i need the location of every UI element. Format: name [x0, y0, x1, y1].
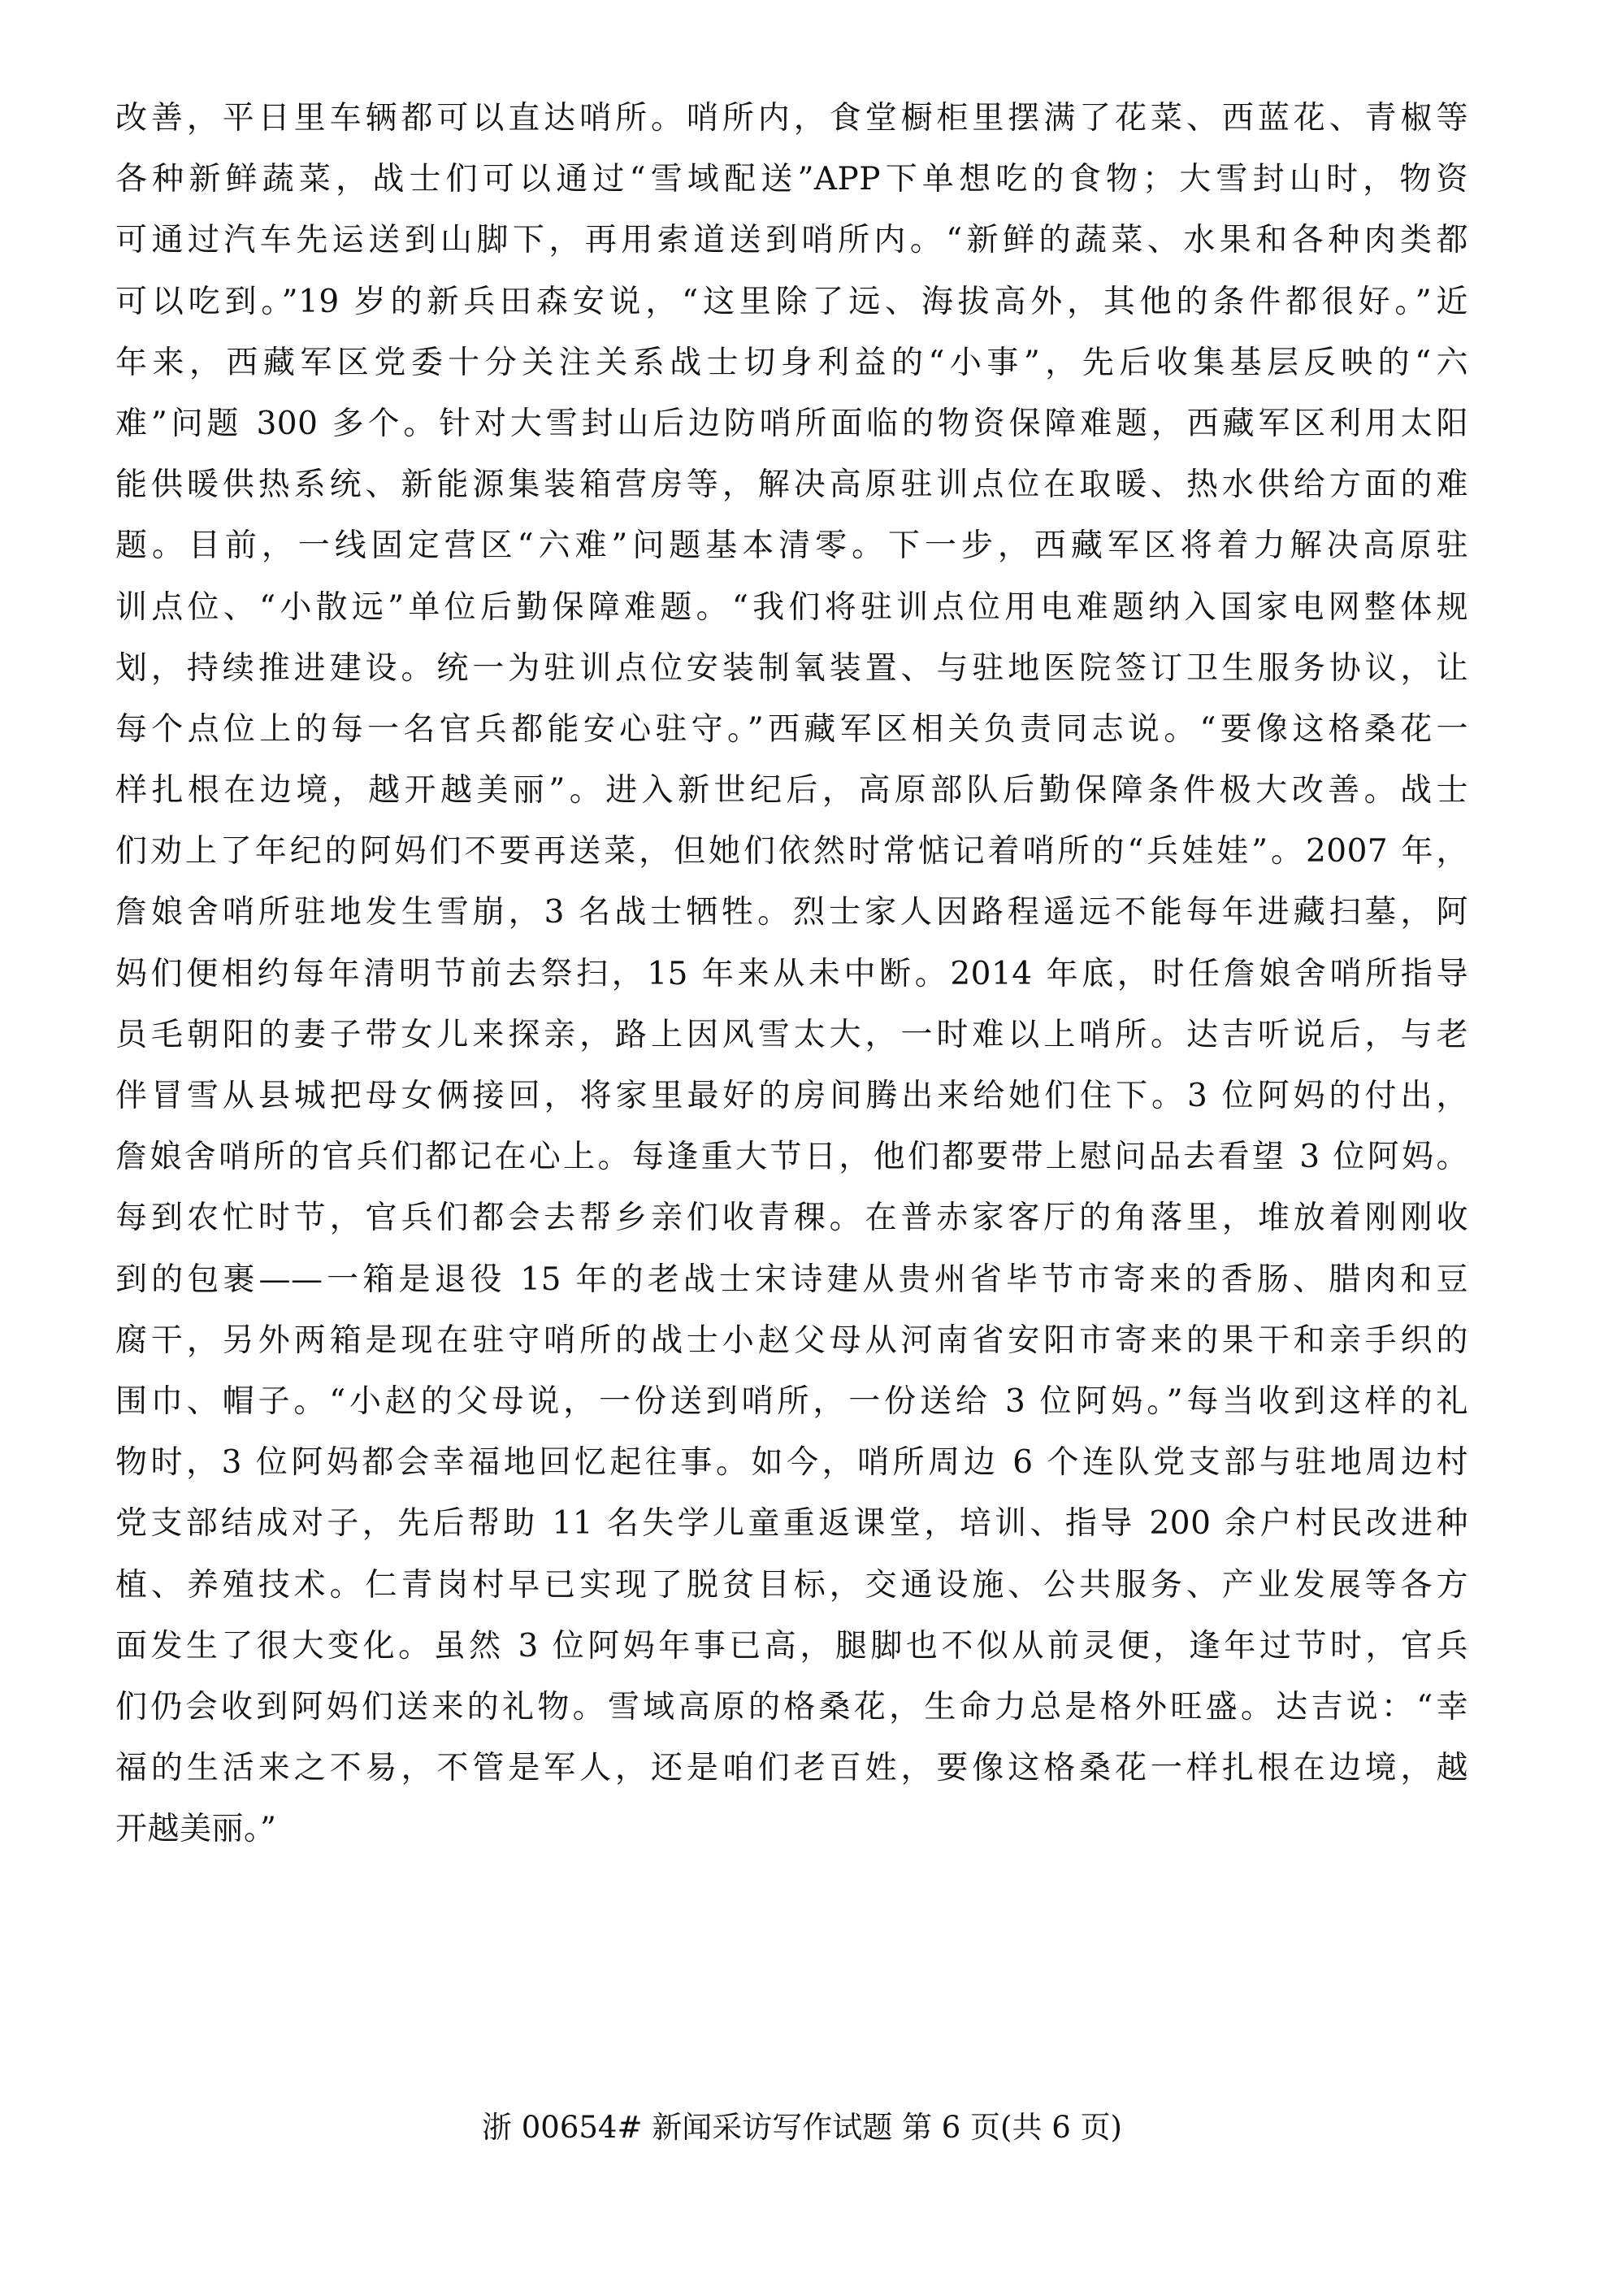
text-line: 腐干，另外两箱是现在驻守哨所的战士小赵父母从河南省安阳市寄来的果干和亲手织的	[115, 1322, 1468, 1359]
text-line: 妈们便相约每年清明节前去祭扫，15 年来从未中断。2014 年底，时任詹娘舍哨所指导	[115, 955, 1468, 992]
text-line: 每个点位上的每一名官兵都能安心驻守。”西藏军区相关负责同志说。“要像这格桑花一	[115, 710, 1468, 748]
text-line: 年来，西藏军区党委十分关注关系战士切身利益的“小事”，先后收集基层反映的“六	[115, 344, 1468, 381]
text-line: 福的生活来之不易，不管是军人，还是咱们老百姓，要像这格桑花一样扎根在边境，越	[115, 1750, 1468, 1787]
text-line: 划，持续推进建设。统一为驻训点位安装制氧装置、与驻地医院签订卫生服务协议，让	[115, 649, 1468, 687]
text-line: 物时，3 位阿妈都会幸福地回忆起往事。如今，哨所周边 6 个连队党支部与驻地周边村	[115, 1444, 1468, 1482]
text-line-last: 开越美丽。”	[115, 1811, 277, 1848]
text-line: 詹娘舍哨所的官兵们都记在心上。每逢重大节日，他们都要带上慰问品去看望 3 位阿妈。	[115, 1139, 1468, 1176]
text-line: 能供暖供热系统、新能源集装箱营房等，解决高原驻训点位在取暖、热水供给方面的难	[115, 467, 1468, 504]
text-line: 们劝上了年纪的阿妈们不要再送菜，但她们依然时常惦记着哨所的“兵娃娃”。2007 年，	[115, 833, 1468, 870]
text-line: 题。目前，一线固定营区“六难”问题基本清零。下一步，西藏军区将着力解决高原驻	[115, 527, 1468, 565]
text-line: 难”问题 300 多个。针对大雪封山后边防哨所面临的物资保障难题，西藏军区利用太阳	[115, 405, 1468, 442]
text-line: 植、养殖技术。仁青岗村早已实现了脱贫目标，交通设施、公共服务、产业发展等各方	[115, 1566, 1468, 1604]
text-line: 面发生了很大变化。虽然 3 位阿妈年事已高，腿脚也不似从前灵便，逢年过节时，官兵	[115, 1627, 1468, 1664]
text-line: 围巾、帽子。“小赵的父母说，一份送到哨所，一份送给 3 位阿妈。”每当收到这样的礼	[115, 1382, 1468, 1420]
text-line: 可通过汽车先运送到山脚下，再用索道送到哨所内。“新鲜的蔬菜、水果和各种肉类都	[115, 222, 1468, 259]
text-line: 可以吃到。”19 岁的新兵田森安说，“这里除了远、海拔高外，其他的条件都很好。”近	[115, 283, 1468, 320]
article-body	[115, 88, 1468, 1860]
text-line: 训点位、“小散远”单位后勤保障难题。“我们将驻训点位用电难题纳入国家电网整体规	[115, 588, 1468, 626]
text-line: 伴冒雪从县城把母女俩接回，将家里最好的房间腾出来给她们住下。3 位阿妈的付出，	[115, 1078, 1468, 1114]
text-line: 员毛朝阳的妻子带女儿来探亲，路上因风雪太大，一时难以上哨所。达吉听说后，与老	[115, 1016, 1468, 1053]
text-line: 各种新鲜蔬菜，战士们可以通过“雪域配送”APP下单想吃的食物；大雪封山时，物资	[115, 161, 1468, 198]
text-line: 每到农忙时节，官兵们都会去帮乡亲们收青稞。在普赤家客厅的角落里，堆放着刚刚收	[115, 1200, 1468, 1237]
page-footer: 浙 00654# 新闻采访写作试题 第 6 页(共 6 页)	[482, 2110, 1122, 2145]
text-line: 詹娘舍哨所驻地发生雪崩，3 名战士牺牲。烈士家人因路程遥远不能每年进藏扫墓，阿	[115, 894, 1468, 931]
text-line: 改善，平日里车辆都可以直达哨所。哨所内，食堂橱柜里摆满了花菜、西蓝花、青椒等	[115, 100, 1468, 137]
text-line: 们仍会收到阿妈们送来的礼物。雪域高原的格桑花，生命力总是格外旺盛。达吉说：“幸	[115, 1688, 1468, 1725]
text-line: 样扎根在边境，越开越美丽”。进入新世纪后，高原部队后勤保障条件极大改善。战士	[115, 772, 1468, 809]
text-line: 到的包裹——一箱是退役 15 年的老战士宋诗建从贵州省毕节市寄来的香肠、腊肉和豆	[115, 1261, 1468, 1298]
text-line: 党支部结成对子，先后帮助 11 名失学儿童重返课堂，培训、指导 200 余户村民改进种	[115, 1505, 1468, 1543]
